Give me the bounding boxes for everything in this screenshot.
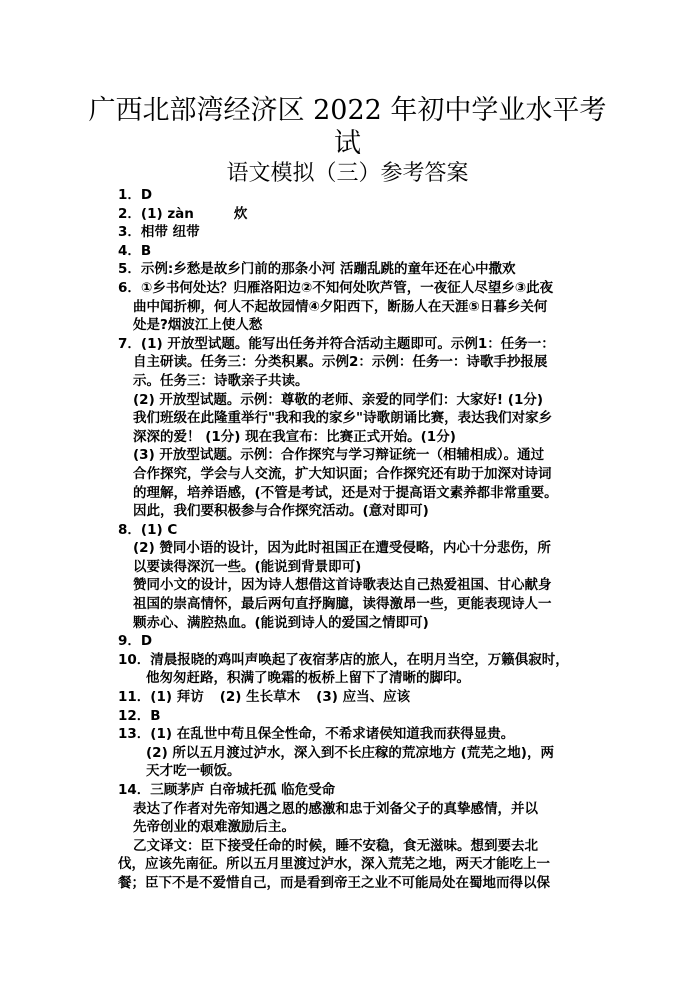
answer-part: 11．(1) 拜访 [118,689,204,706]
answer-line: 处是?烟波江上使人愁 [133,317,263,334]
answer-line: 的理解，培养语感，(不管是考试，还是对于提高语文素养都非常重要。 [133,484,558,501]
answer-line: 6．①乡书何处达？归雁洛阳边②不知何处吹芦管，一夜征人尽望乡③此夜 [118,279,554,296]
answer-line: 表达了作者对先帝知遇之恩的感激和忠于刘备父子的真挚感情，并以 [133,800,538,817]
document-subtitle: 语文模拟（三）参考答案 [226,161,469,186]
answer-line [118,688,577,707]
answer-line: 我们班级在此隆重举行"我和我的家乡"诗歌朗诵比赛，表达我们对家乡 [133,410,553,427]
answer-line: (3) 开放型试题。示例：合作探究与学习辩证统一（相辅相成）。通过 [133,447,545,464]
answer-line: 曲中闻折柳，何人不起故园情④夕阳西下，断肠人在天涯⑤日暮乡关何 [133,298,548,315]
answer-line: 伐，应该先南征。所以五月里渡过泸水，深入荒芜之地，两天才能吃上一 [118,856,550,873]
answer-line: 赞同小文的设计，因为诗人想借这首诗歌表达自己热爱祖国、甘心献身 [133,577,552,594]
answer-line: 祖国的崇高情怀，最后两句直抒胸臆，读得激昂一些，更能表现诗人一 [133,596,552,613]
answer-part: 炊 [233,205,248,222]
answer-list [118,186,577,893]
answer-line: (2) 开放型试题。示例：尊敬的老师、亲爱的同学们：大家好! (1分) [133,391,544,408]
answer-line: 乙文译文：臣下接受任命的时候，睡不安稳，食无滋味。想到要去北 [133,837,538,854]
answer-line: 颗赤心、满腔热血。(能说到诗人的爱国之情即可) [133,614,429,631]
answer-line [118,205,577,224]
answer-line: 深深的爱！ (1分) 现在我宣布：比赛正式开始。(1分) [133,428,456,445]
answer-part: 2．(1) zàn [118,205,194,222]
document-title-line2: 试 [334,128,361,159]
answer-line: 8．(1) C [118,521,178,538]
answer-line: 天才吃一顿饭。 [146,763,241,780]
answer-line: 14．三顾茅庐 白帝城托孤 临危受命 [118,782,336,798]
answer-part: (3) 应当、应该 [316,689,411,706]
answer-line: 12．B [118,707,161,724]
answer-line: 5．示例:乡愁是故乡门前的那条小河 活蹦乱跳的童年还在心中撒欢 [118,261,516,278]
answer-line: 合作探究，学会与人交流，扩大知识面；合作探究还有助于加深对诗词 [133,465,552,482]
answer-line: (2) 赞同小语的设计，因为此时祖国正在遭受侵略，内心十分悲伤，所 [133,540,551,557]
answer-part: (2) 生长草木 [219,689,301,706]
answer-line: 3．相带 纽带 [118,224,200,241]
answer-line: 先帝创业的艰难激励后主。 [133,819,295,836]
answer-line: 1．D [118,187,153,203]
answer-line: 因此，我们要积极参与合作探究活动。(意对即可) [133,503,429,520]
answer-line: 餐；臣下不是不爱惜自己，而是看到帝王之业不可能局处在蜀地而得以保 [118,874,550,891]
answer-line: 4．B [118,242,152,259]
answer-line: (2) 所以五月渡过泸水，深入到不长庄稼的荒凉地方 (荒芜之地)，两 [146,744,554,761]
answer-line: 13．(1) 在乱世中苟且保全性命，不希求诸侯知道我而获得显贵。 [118,726,515,743]
document-title-line1: 广西北部湾经济区 2022 年初中学业水平考 [88,95,607,126]
answer-line: 自主研读。任务三：分类积累。示例2：示例：任务一：诗歌手抄报展 [133,354,548,371]
answer-line: 10．清晨报晓的鸡叫声唤起了夜宿茅店的旅人，在明月当空，万籁俱寂时， [118,651,569,668]
answer-line: 他匆匆赶路，积满了晚霜的板桥上留下了清晰的脚印。 [146,670,470,687]
answer-line: 7．(1) 开放型试题。能写出任务并符合活动主题即可。示例1：任务一： [118,335,555,352]
answer-line: 9．D [118,633,153,650]
answer-line: 示。任务三：诗歌亲子共读。 [133,372,309,389]
answer-line: 以要读得深沉一些。(能说到背景即可) [133,558,362,575]
